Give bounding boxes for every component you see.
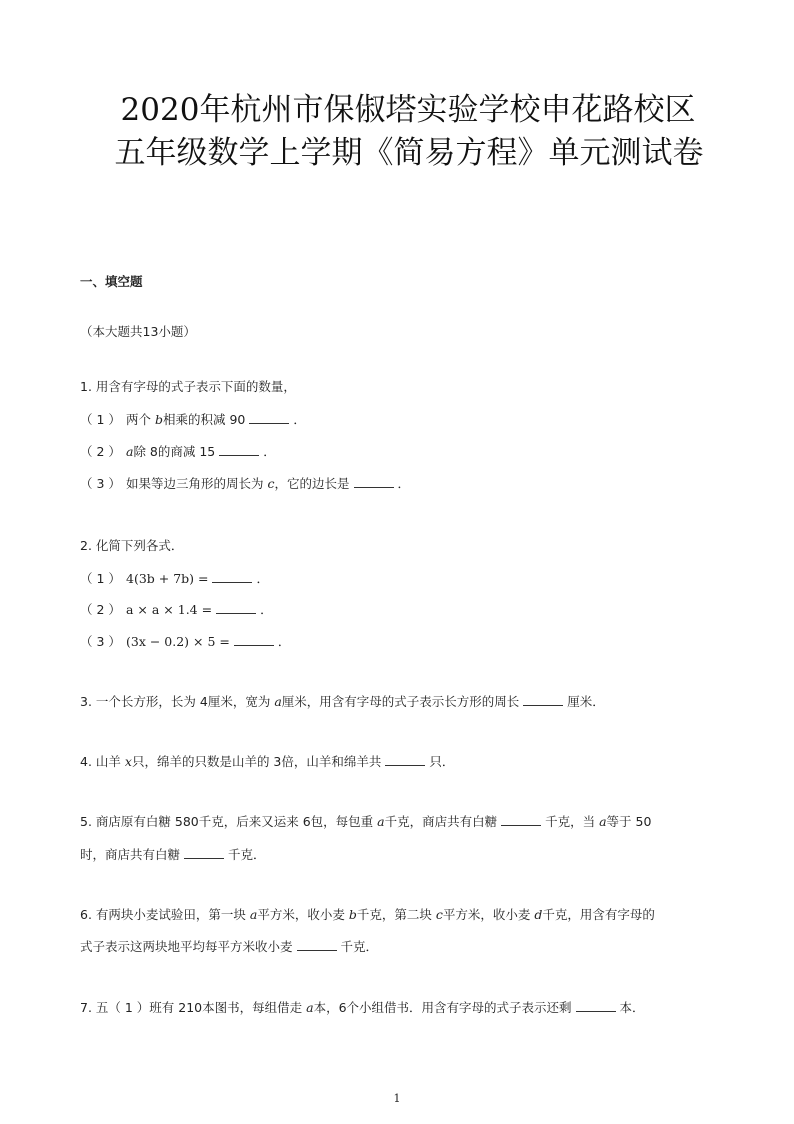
page-number: 1 bbox=[393, 1092, 401, 1105]
answer-blank bbox=[216, 603, 256, 614]
answer-blank bbox=[501, 815, 541, 826]
question-2-item-3: （ 3 ） (3x − 0.2) × 5 = ． bbox=[80, 634, 291, 649]
question-5-line-2: 时，商店共有白糖 千克． bbox=[80, 847, 266, 862]
answer-blank bbox=[523, 695, 563, 706]
answer-blank bbox=[212, 572, 252, 583]
answer-blank bbox=[297, 940, 337, 951]
question-2-item-2: （ 2 ） a × a × 1.4 = ． bbox=[80, 602, 273, 617]
document-title-line-1: 2020年杭州市保俶塔实验学校申花路校区 bbox=[120, 92, 696, 128]
question-3: 3. 一个长方形，长为 4厘米，宽为 a厘米，用含有字母的式子表示长方形的周长 厘米． bbox=[80, 694, 605, 709]
question-6-line-2: 式子表示这两块地平均每平方米收小麦 千克． bbox=[80, 939, 379, 954]
document-title-line-2: 五年级数学上学期《简易方程》单元测试卷 bbox=[114, 135, 704, 171]
question-1-item-1: （ 1 ） 两个 b相乘的积减 90 ． bbox=[80, 412, 306, 427]
answer-blank bbox=[249, 413, 289, 424]
question-4: 4. 山羊 x只，绵羊的只数是山羊的 3倍，山羊和绵羊共 只． bbox=[80, 754, 455, 769]
question-2-stem: 2. 化简下列各式． bbox=[80, 538, 184, 553]
answer-blank bbox=[354, 477, 394, 488]
question-2-item-1: （ 1 ） 4(3b + 7b) = ． bbox=[80, 571, 269, 586]
answer-blank bbox=[576, 1001, 616, 1012]
question-1-item-3: （ 3 ） 如果等边三角形的周长为 c，它的边长是 ． bbox=[80, 476, 411, 491]
question-1-item-2: （ 2 ） a除 8的商减 15 ． bbox=[80, 444, 276, 459]
question-7: 7. 五（ 1 ）班有 210本图书，每组借走 a本，6个小组借书．用含有字母的式子表示还剩 本． bbox=[80, 1000, 645, 1015]
question-6-line-1: 6. 有两块小麦试验田，第一块 a平方米，收小麦 b千克，第二块 c平方米，收小麦 d千克，用含有字母的 bbox=[80, 907, 655, 922]
answer-blank bbox=[219, 445, 259, 456]
answer-blank bbox=[234, 635, 274, 646]
section-heading: 一、填空题 bbox=[80, 274, 143, 289]
section-note: （本大题共13小题） bbox=[80, 324, 196, 339]
answer-blank bbox=[385, 755, 425, 766]
question-1-stem: 1. 用含有字母的式子表示下面的数量， bbox=[80, 379, 296, 394]
answer-blank bbox=[184, 848, 224, 859]
question-5-line-1: 5. 商店原有白糖 580千克，后来又运来 6包，每包重 a千克，商店共有白糖 千克，当 a等于 50 bbox=[80, 814, 652, 829]
